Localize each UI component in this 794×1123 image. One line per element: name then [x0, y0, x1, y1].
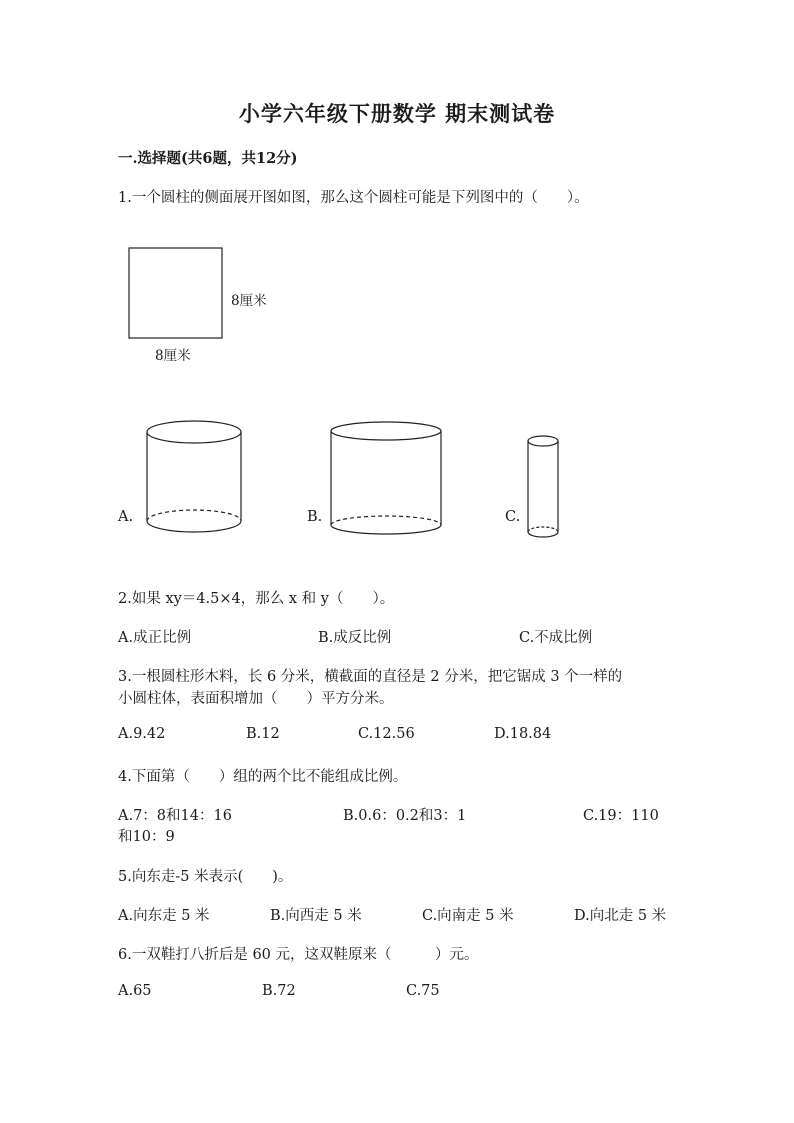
- q4-option-c[interactable]: C.19：110: [583, 808, 659, 824]
- square-bottom-label: 8厘米: [155, 348, 191, 364]
- q2-option-b[interactable]: B.成反比例: [318, 630, 392, 646]
- cylinder-b: [331, 422, 441, 534]
- square-side-label: 8厘米: [231, 293, 267, 309]
- cylinder-c: [528, 436, 558, 537]
- cylinder-a: [147, 421, 241, 532]
- question-3-stem-line2: 小圆柱体，表面积增加（ ）平方分米。: [118, 691, 394, 707]
- question-2-stem: 2.如果 xy＝4.5×4，那么 x 和 y（ ）。: [118, 591, 395, 607]
- q1-option-b[interactable]: B.: [307, 509, 323, 525]
- q5-option-a[interactable]: A.向东走 5 米: [118, 908, 210, 924]
- q3-option-a[interactable]: A.9.42: [118, 726, 166, 742]
- q2-option-c[interactable]: C.不成比例: [519, 630, 593, 646]
- q3-option-c[interactable]: C.12.56: [358, 726, 415, 742]
- question-1-stem: 1.一个圆柱的侧面展开图如图，那么这个圆柱可能是下列图中的（ ）。: [118, 190, 589, 206]
- q2-option-a[interactable]: A.成正比例: [118, 630, 192, 646]
- page-title: 小学六年级下册数学 期末测试卷: [238, 101, 556, 126]
- q1-option-a[interactable]: A.: [118, 509, 134, 525]
- q3-option-d[interactable]: D.18.84: [494, 726, 552, 742]
- unfolded-square: [129, 248, 222, 338]
- q4-option-b[interactable]: B.0.6：0.2和3：1: [343, 808, 467, 824]
- q5-option-c[interactable]: C.向南走 5 米: [422, 908, 514, 924]
- q4-option-a[interactable]: A.7：8和14：16: [118, 808, 232, 824]
- q6-option-a[interactable]: A.65: [118, 983, 152, 999]
- q1-option-c[interactable]: C.: [505, 509, 521, 525]
- q4-option-c-wrap[interactable]: 和10：9: [118, 829, 175, 845]
- question-6-stem: 6.一双鞋打八折后是 60 元，这双鞋原来（ ）元。: [118, 947, 479, 963]
- q5-option-b[interactable]: B.向西走 5 米: [270, 908, 362, 924]
- q3-option-b[interactable]: B.12: [246, 726, 280, 742]
- section-heading: 一.选择题(共6题，共12分): [118, 150, 298, 167]
- question-3-stem-line1: 3.一根圆柱形木料，长 6 分米，横截面的直径是 2 分米，把它锯成 3 个一样的: [118, 669, 623, 685]
- q5-option-d[interactable]: D.向北走 5 米: [574, 908, 667, 924]
- question-4-stem: 4.下面第（ ）组的两个比不能组成比例。: [118, 769, 408, 785]
- question-5-stem: 5.向东走-5 米表示( )。: [118, 869, 293, 885]
- q6-option-b[interactable]: B.72: [262, 983, 296, 999]
- q6-option-c[interactable]: C.75: [406, 983, 440, 999]
